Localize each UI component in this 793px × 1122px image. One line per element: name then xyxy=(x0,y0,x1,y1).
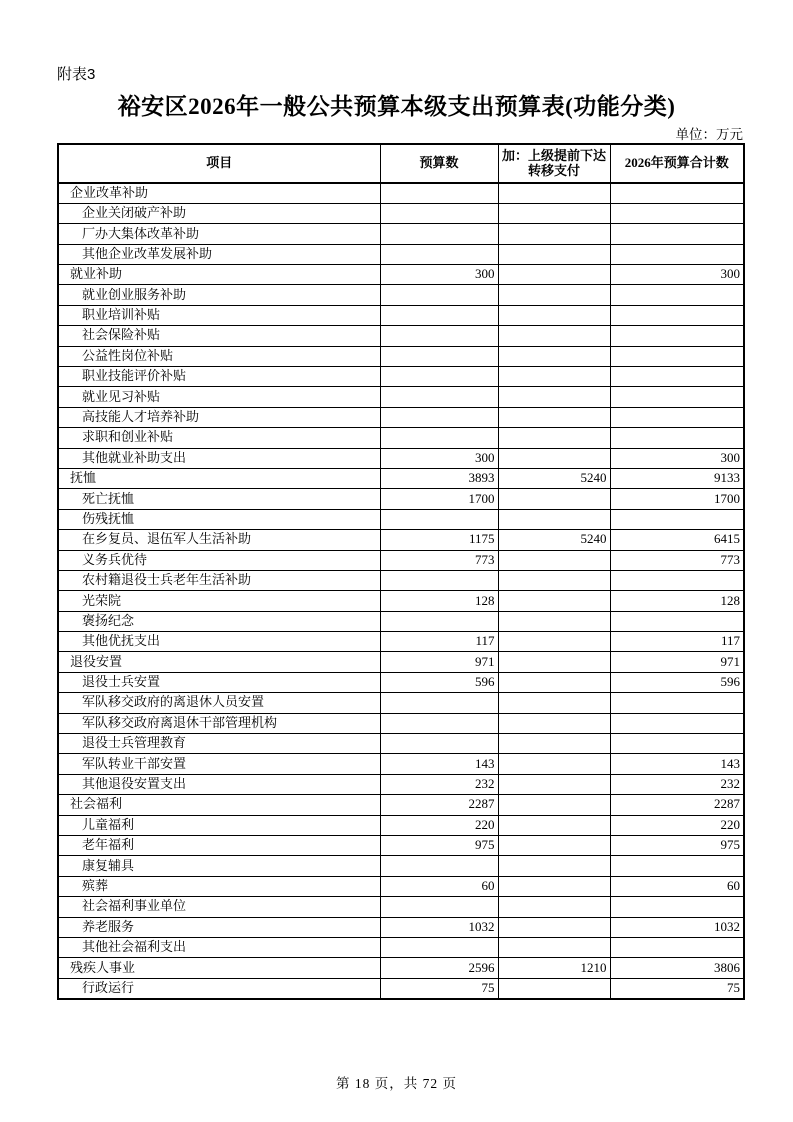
total-cell: 117 xyxy=(610,632,744,652)
total-cell: 1700 xyxy=(610,489,744,509)
item-cell: 褒扬纪念 xyxy=(58,611,380,631)
table-row xyxy=(58,244,744,264)
total-cell xyxy=(610,713,744,733)
budget-cell: 117 xyxy=(380,632,498,652)
table-row xyxy=(58,407,744,427)
table-row xyxy=(58,530,744,550)
table-row xyxy=(58,632,744,652)
budget-cell xyxy=(380,346,498,366)
item-cell: 厂办大集体改革补助 xyxy=(58,224,380,244)
transfer-cell xyxy=(498,203,610,223)
transfer-cell xyxy=(498,591,610,611)
item-cell: 抚恤 xyxy=(58,468,380,488)
item-cell: 儿童福利 xyxy=(58,815,380,835)
budget-cell xyxy=(380,407,498,427)
item-cell: 高技能人才培养补助 xyxy=(58,407,380,427)
table-row xyxy=(58,203,744,223)
transfer-cell xyxy=(498,876,610,896)
total-cell xyxy=(610,203,744,223)
item-cell: 职业培训补贴 xyxy=(58,305,380,325)
budget-cell xyxy=(380,897,498,917)
total-cell: 128 xyxy=(610,591,744,611)
table-row xyxy=(58,713,744,733)
transfer-cell xyxy=(498,326,610,346)
budget-cell xyxy=(380,428,498,448)
table-row xyxy=(58,815,744,835)
transfer-cell xyxy=(498,224,610,244)
transfer-cell xyxy=(498,836,610,856)
table-row xyxy=(58,570,744,590)
item-cell: 养老服务 xyxy=(58,917,380,937)
transfer-cell xyxy=(498,183,610,203)
budget-table xyxy=(57,143,745,1000)
item-cell: 农村籍退役士兵老年生活补助 xyxy=(58,570,380,590)
table-row xyxy=(58,509,744,529)
transfer-cell xyxy=(498,754,610,774)
table-row xyxy=(58,346,744,366)
item-cell: 职业技能评价补贴 xyxy=(58,367,380,387)
total-cell xyxy=(610,326,744,346)
table-row xyxy=(58,978,744,998)
transfer-cell xyxy=(498,978,610,998)
budget-cell xyxy=(380,203,498,223)
table-row xyxy=(58,652,744,672)
transfer-cell: 5240 xyxy=(498,468,610,488)
total-cell: 1032 xyxy=(610,917,744,937)
total-cell: 232 xyxy=(610,774,744,794)
budget-cell: 300 xyxy=(380,448,498,468)
transfer-cell xyxy=(498,570,610,590)
item-cell: 企业关闭破产补助 xyxy=(58,203,380,223)
item-cell: 就业见习补贴 xyxy=(58,387,380,407)
page-title: 裕安区2026年一般公共预算本级支出预算表(功能分类) xyxy=(117,94,676,119)
budget-cell: 220 xyxy=(380,815,498,835)
total-cell xyxy=(610,570,744,590)
budget-cell: 143 xyxy=(380,754,498,774)
budget-cell xyxy=(380,693,498,713)
budget-cell: 596 xyxy=(380,672,498,692)
transfer-cell: 1210 xyxy=(498,958,610,978)
page-footer: 第 18 页，共 72 页 xyxy=(336,1076,457,1091)
item-cell: 光荣院 xyxy=(58,591,380,611)
transfer-cell xyxy=(498,815,610,835)
table-row xyxy=(58,937,744,957)
total-cell xyxy=(610,285,744,305)
column-header-transfer: 加：上级提前下达转移支付 xyxy=(498,144,610,183)
budget-cell: 300 xyxy=(380,265,498,285)
budget-cell: 60 xyxy=(380,876,498,896)
table-row xyxy=(58,367,744,387)
total-cell xyxy=(610,937,744,957)
transfer-cell xyxy=(498,407,610,427)
table-row xyxy=(58,550,744,570)
total-cell: 300 xyxy=(610,448,744,468)
budget-cell xyxy=(380,509,498,529)
transfer-cell xyxy=(498,611,610,631)
total-cell: 773 xyxy=(610,550,744,570)
table-row xyxy=(58,897,744,917)
total-cell: 143 xyxy=(610,754,744,774)
budget-cell: 2287 xyxy=(380,795,498,815)
item-cell: 死亡抚恤 xyxy=(58,489,380,509)
total-cell xyxy=(610,509,744,529)
item-cell: 其他退役安置支出 xyxy=(58,774,380,794)
item-cell: 康复辅具 xyxy=(58,856,380,876)
transfer-cell xyxy=(498,489,610,509)
item-cell: 退役士兵安置 xyxy=(58,672,380,692)
table-row xyxy=(58,326,744,346)
table-header xyxy=(58,144,744,183)
budget-cell: 75 xyxy=(380,978,498,998)
item-cell: 公益性岗位补贴 xyxy=(58,346,380,366)
budget-cell xyxy=(380,713,498,733)
total-cell: 971 xyxy=(610,652,744,672)
transfer-cell xyxy=(498,550,610,570)
transfer-cell xyxy=(498,448,610,468)
total-cell xyxy=(610,346,744,366)
transfer-cell xyxy=(498,285,610,305)
budget-cell xyxy=(380,570,498,590)
total-cell xyxy=(610,407,744,427)
total-cell: 975 xyxy=(610,836,744,856)
table-row xyxy=(58,428,744,448)
table-row xyxy=(58,672,744,692)
table-row xyxy=(58,611,744,631)
item-cell: 军队转业干部安置 xyxy=(58,754,380,774)
transfer-cell xyxy=(498,387,610,407)
budget-cell xyxy=(380,937,498,957)
item-cell: 企业改革补助 xyxy=(58,183,380,203)
item-cell: 军队移交政府离退休干部管理机构 xyxy=(58,713,380,733)
transfer-cell xyxy=(498,774,610,794)
total-cell: 60 xyxy=(610,876,744,896)
item-cell: 义务兵优待 xyxy=(58,550,380,570)
item-cell: 军队移交政府的离退休人员安置 xyxy=(58,693,380,713)
budget-cell: 971 xyxy=(380,652,498,672)
transfer-cell xyxy=(498,937,610,957)
transfer-cell xyxy=(498,795,610,815)
transfer-cell xyxy=(498,367,610,387)
table-row xyxy=(58,734,744,754)
total-cell xyxy=(610,224,744,244)
table-row xyxy=(58,754,744,774)
total-cell: 220 xyxy=(610,815,744,835)
transfer-cell xyxy=(498,346,610,366)
item-cell: 就业补助 xyxy=(58,265,380,285)
total-cell: 2287 xyxy=(610,795,744,815)
item-cell: 求职和创业补贴 xyxy=(58,428,380,448)
table-row xyxy=(58,224,744,244)
budget-cell xyxy=(380,326,498,346)
item-cell: 残疾人事业 xyxy=(58,958,380,978)
total-cell xyxy=(610,611,744,631)
table-row xyxy=(58,285,744,305)
table-row xyxy=(58,958,744,978)
table-row xyxy=(58,591,744,611)
item-cell: 其他企业改革发展补助 xyxy=(58,244,380,264)
transfer-cell: 5240 xyxy=(498,530,610,550)
budget-cell: 128 xyxy=(380,591,498,611)
total-cell: 9133 xyxy=(610,468,744,488)
table-row xyxy=(58,468,744,488)
table-row xyxy=(58,876,744,896)
item-cell: 就业创业服务补助 xyxy=(58,285,380,305)
budget-cell: 3893 xyxy=(380,468,498,488)
table-header-row xyxy=(58,144,744,183)
table-row xyxy=(58,265,744,285)
total-cell xyxy=(610,897,744,917)
table-body xyxy=(58,183,744,999)
budget-cell xyxy=(380,224,498,244)
item-cell: 社会福利 xyxy=(58,795,380,815)
budget-cell xyxy=(380,183,498,203)
table-row xyxy=(58,795,744,815)
transfer-cell xyxy=(498,856,610,876)
budget-cell: 2596 xyxy=(380,958,498,978)
budget-cell xyxy=(380,387,498,407)
table-row xyxy=(58,305,744,325)
budget-cell xyxy=(380,856,498,876)
column-header-budget: 预算数 xyxy=(380,144,498,183)
transfer-cell xyxy=(498,652,610,672)
table-row xyxy=(58,856,744,876)
unit-label: 单位：万元 xyxy=(675,127,743,142)
total-cell xyxy=(610,387,744,407)
total-cell: 596 xyxy=(610,672,744,692)
column-header-item: 项目 xyxy=(58,144,380,183)
transfer-cell xyxy=(498,244,610,264)
transfer-cell xyxy=(498,917,610,937)
column-header-total: 2026年预算合计数 xyxy=(610,144,744,183)
budget-cell: 1175 xyxy=(380,530,498,550)
transfer-cell xyxy=(498,734,610,754)
item-cell: 其他优抚支出 xyxy=(58,632,380,652)
item-cell: 其他社会福利支出 xyxy=(58,937,380,957)
transfer-cell xyxy=(498,509,610,529)
total-cell: 300 xyxy=(610,265,744,285)
item-cell: 社会福利事业单位 xyxy=(58,897,380,917)
transfer-cell xyxy=(498,428,610,448)
item-cell: 社会保险补贴 xyxy=(58,326,380,346)
budget-cell: 232 xyxy=(380,774,498,794)
budget-cell xyxy=(380,285,498,305)
table-row xyxy=(58,183,744,203)
annex-label: 附表3 xyxy=(57,66,96,83)
item-cell: 其他就业补助支出 xyxy=(58,448,380,468)
total-cell xyxy=(610,183,744,203)
item-cell: 殡葬 xyxy=(58,876,380,896)
budget-cell xyxy=(380,734,498,754)
item-cell: 退役安置 xyxy=(58,652,380,672)
transfer-cell xyxy=(498,672,610,692)
transfer-cell xyxy=(498,693,610,713)
item-cell: 行政运行 xyxy=(58,978,380,998)
budget-cell: 773 xyxy=(380,550,498,570)
table-row xyxy=(58,693,744,713)
item-cell: 在乡复员、退伍军人生活补助 xyxy=(58,530,380,550)
budget-cell: 1700 xyxy=(380,489,498,509)
budget-cell xyxy=(380,611,498,631)
table-row xyxy=(58,836,744,856)
budget-cell: 1032 xyxy=(380,917,498,937)
transfer-cell xyxy=(498,713,610,733)
table-row xyxy=(58,774,744,794)
table-row xyxy=(58,448,744,468)
table-row xyxy=(58,917,744,937)
budget-cell xyxy=(380,367,498,387)
transfer-cell xyxy=(498,897,610,917)
budget-cell xyxy=(380,305,498,325)
item-cell: 退役士兵管理教育 xyxy=(58,734,380,754)
total-cell: 6415 xyxy=(610,530,744,550)
table-row xyxy=(58,387,744,407)
total-cell xyxy=(610,693,744,713)
total-cell: 75 xyxy=(610,978,744,998)
total-cell: 3806 xyxy=(610,958,744,978)
budget-cell: 975 xyxy=(380,836,498,856)
budget-cell xyxy=(380,244,498,264)
total-cell xyxy=(610,734,744,754)
total-cell xyxy=(610,244,744,264)
total-cell xyxy=(610,428,744,448)
total-cell xyxy=(610,856,744,876)
table-row xyxy=(58,489,744,509)
item-cell: 老年福利 xyxy=(58,836,380,856)
item-cell: 伤残抚恤 xyxy=(58,509,380,529)
total-cell xyxy=(610,305,744,325)
transfer-cell xyxy=(498,265,610,285)
total-cell xyxy=(610,367,744,387)
transfer-cell xyxy=(498,305,610,325)
transfer-cell xyxy=(498,632,610,652)
